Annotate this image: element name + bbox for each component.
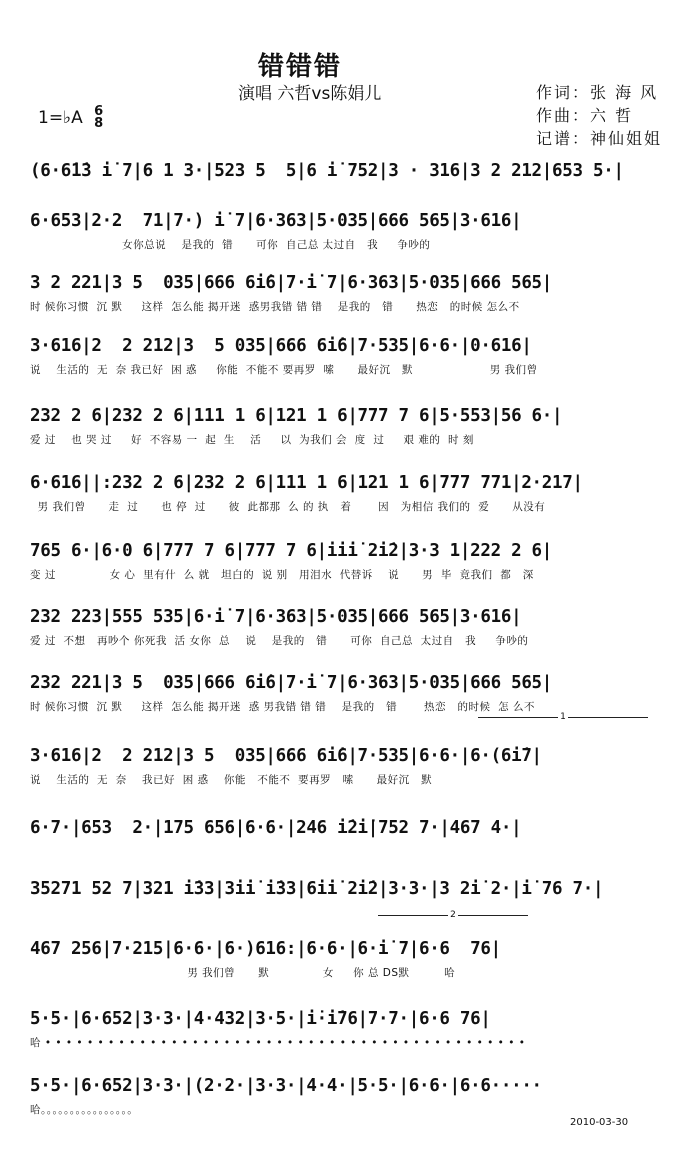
staff-row-12-lyrics: [30, 906, 660, 920]
staff-row-1-lyrics: [30, 188, 660, 202]
staff-row-7-notes: 765 6·|6·0 6|777 7 6|777 7 6|i̇i̇i̇ 2i̇2|3·3 1|222 2 6|: [30, 541, 553, 561]
staff-row-9-lyrics: 时 候你习惯 沉 默 这样 怎么能 揭开迷 惑 男我错 错 错 是我的 错 热恋 的时候 怎 么不: [30, 701, 535, 713]
staff-row-6-lyrics: 男 我们曾 走 过 也 停 过 彼 此都那 么 的 执 着 因 为相信 我们的 爱 从没有: [30, 501, 546, 513]
staff-row-11-lyrics: [30, 845, 660, 859]
transcription-date: 2010-03-30: [570, 1117, 629, 1128]
time-signature: [94, 106, 103, 130]
staff-row-12-notes: 35271 52 7|321 i̇33|3i̇i̇ i̇33|6i̇i̇ 2i̇2|3·3·|3 2i̇ 2·|i̇ 76 7·|: [30, 879, 604, 899]
staff-row-11-notes: 6·7·|653 2·|175 656|6·6·|246 i̇2i̇|752 7·|467 4·|: [30, 818, 522, 838]
staff-row-9-notes: 232 221|3 5 035|666 6i̇6|7·i̇ 7|6·363|5·035|666 565|: [30, 673, 553, 693]
staff-row-2-lyrics: 女你总说 是我的 错 可你 自己总 太过自 我 争吵的: [30, 239, 431, 251]
staff-row-6-notes: 6·616||:232 2 6|232 2 6|111 1 6|121 1 6|777 771|2·217|: [30, 473, 583, 493]
song-title: 错错错: [257, 52, 342, 82]
staff-row-3-lyrics: 时 候你习惯 沉 默 这样 怎么能 揭开迷 惑男我错 错 错 是我的 错 热恋 的时候 怎么不: [30, 301, 520, 313]
staff-row-8-notes: 232 223|555 535|6·i̇ 7|6·363|5·035|666 565|3·616|: [30, 607, 522, 627]
key-signature: [38, 106, 103, 130]
composer-credit: 作曲：六 哲: [536, 106, 634, 125]
staff-row-15-lyrics: 哈。。。。。。。。。。。。。。。。: [30, 1104, 139, 1116]
staff-row-10-lyrics: 说 生活的 无 奈 我已好 困 惑 你能 不能不 要再罗 嗦 最好沉 默: [30, 774, 433, 786]
staff-row-7-lyrics: 变 过 女 心 里有什 么 就 坦白的 说 别 用泪水 代替诉 说 男 毕 竟我们 都 深: [30, 569, 534, 581]
staff-row-5-lyrics: 爱 过 也 哭 过 好 不容易 一 起 生 活 以 为我们 会 度 过 艰 难的 时 刻: [30, 434, 474, 446]
first-ending-bracket: 1: [478, 717, 648, 724]
time-numerator: 6: [94, 104, 104, 119]
staff-row-5-notes: 232 2 6|232 2 6|111 1 6|121 1 6|777 7 6|5·553|56 6·|: [30, 406, 563, 426]
staff-row-3-notes: 3 2 221|3 5 035|666 6i̇6|7·i̇ 7|6·363|5·035|666 565|: [30, 273, 553, 293]
staff-row-4-notes: 3·616|2 2 212|3 5 035|666 6i̇6|7·535|6·6·|0·616|: [30, 336, 532, 356]
staff-row-4-lyrics: 说 生活的 无 奈 我已好 困 惑 你能 不能不 要再罗 嗦 最好沉 默 男 我们曾: [30, 364, 538, 376]
key-label: 1=♭A: [38, 108, 83, 128]
singer-credit: 演唱 六哲vs陈娟儿: [238, 84, 382, 104]
second-ending-bracket: 2: [378, 915, 528, 922]
time-denominator: 8: [94, 116, 104, 131]
staff-row-8-lyrics: 爱 过 不想 再吵个 你死我 活 女你 总 说 是我的 错 可你 自己总 太过自 我 争吵的: [30, 635, 529, 647]
transcriber-credit: 记谱：神仙姐姐: [536, 129, 663, 148]
staff-row-13-lyrics: 男 我们曾 默 女 你 总 DS默 哈: [30, 967, 456, 979]
staff-row-15-notes: 5·5·|6·652|3·3·|(2·2·|3·3·|4·4·|5·5·|6·6·|6·6·····: [30, 1076, 542, 1096]
staff-row-13-notes: 467 256|7·215|6·6·|6·)616:|6·6·|6·i̇ 7|6·6 76|: [30, 939, 501, 959]
staff-row-2-notes: 6·653|2·2 71|7·) i̇ 7|6·363|5·035|666 565|3·616|: [30, 211, 522, 231]
staff-row-14-notes: 5·5·|6·652|3·3·|4·432|3·5·|i̇·i̇76|7·7·|6·6 76|: [30, 1009, 491, 1029]
staff-row-1-notes: (6·6̇1̇3 i̇ 7|6 1 3·|523 5 5|6 i̇ 752|3 · 316|3 2 212|653 5·|: [30, 161, 624, 181]
lyricist-credit: 作词：张 海 风: [536, 83, 659, 102]
staff-row-10-notes: 3·616|2 2 212|3 5 035|666 6i̇6|7·535|6·6·|6·(6i̇7|: [30, 746, 542, 766]
staff-row-14-lyrics: 哈 • • • • • • • • • • • • • • • • • • • • • • • • • • • • • • • • • • • • • • • • • • • • • •: [30, 1037, 526, 1049]
